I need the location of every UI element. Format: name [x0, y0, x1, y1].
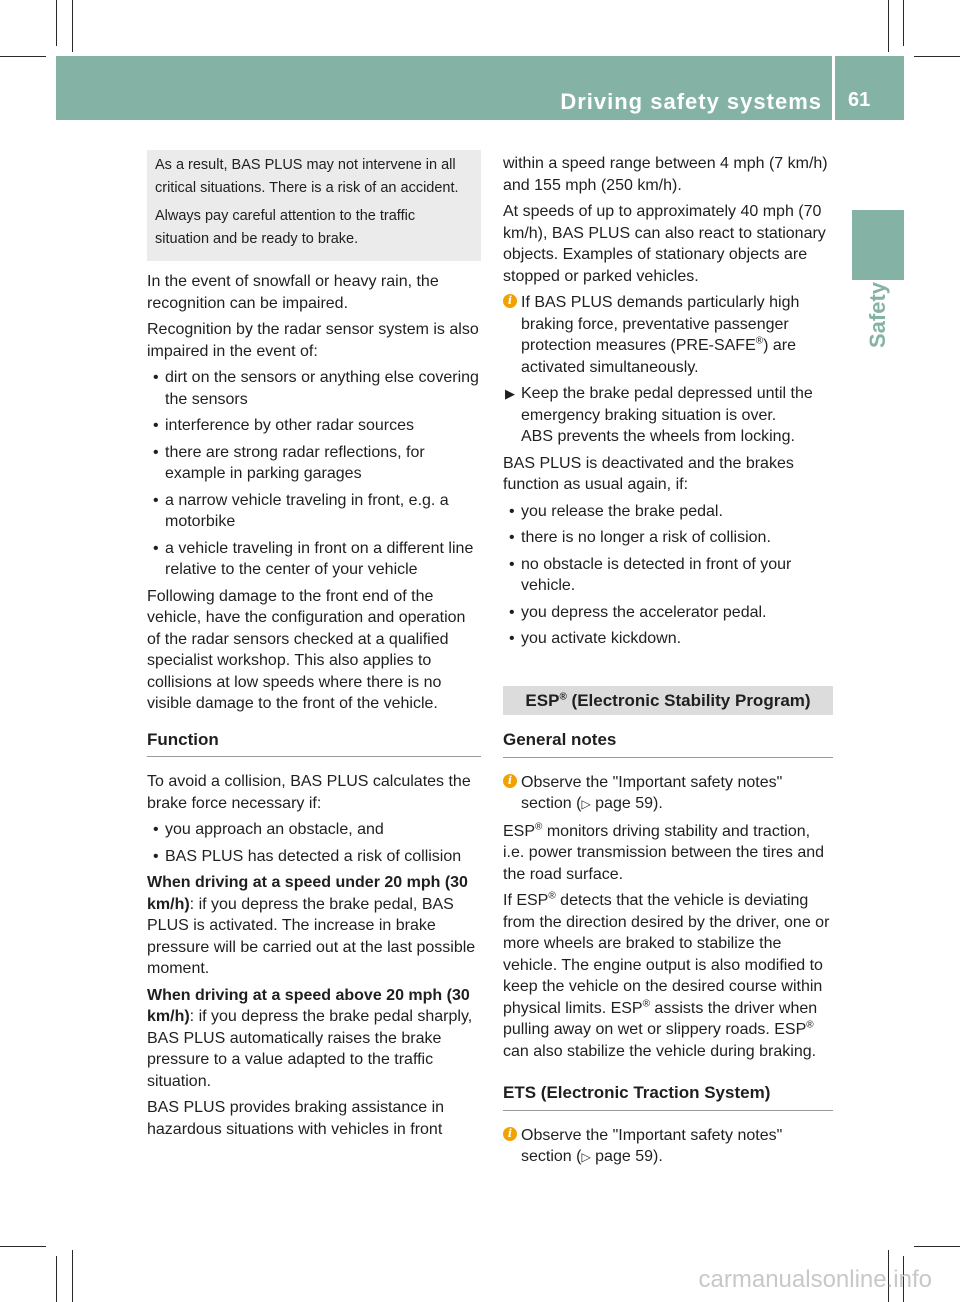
list-item: • there are strong radar reflections, for example in parking garages — [147, 442, 481, 485]
paragraph: Recognition by the radar sensor system is also impaired in the event of: — [147, 321, 479, 360]
list-item: • a narrow vehicle traveling in front, e.g. a motorbike — [147, 490, 481, 533]
action-arrow-icon: ▶ — [505, 386, 515, 401]
action-text: Keep the brake pedal depressed until the emergency braking situation is over. — [521, 385, 813, 424]
text: ESP — [503, 822, 536, 840]
paragraph: Following damage to the front end of the vehicle, have the configuration and operation of the radar sensors checked at a qualified specialist workshop. This also applies to collisions at low speeds where there is no visible damage to the front of the vehicle. — [147, 587, 466, 712]
list-item: • you release the brake pedal. — [503, 501, 833, 523]
page-ref-arrow-icon: ▷ — [581, 797, 591, 811]
paragraph: BAS PLUS is deactivated and the brakes function as usual again, if: — [503, 454, 794, 493]
crop-mark — [56, 0, 57, 46]
page-ref-arrow-icon: ▷ — [581, 1150, 591, 1164]
note-text: If BAS PLUS demands particularly high braking force, preventative passenger protection measures (PRE-SAFE — [521, 294, 800, 354]
list-item: • a vehicle traveling in front on a different line relative to the center of your vehicle — [147, 538, 481, 581]
crop-mark — [72, 0, 73, 52]
paragraph: BAS PLUS provides braking assistance in hazardous situations with vehicles in front — [147, 1099, 445, 1138]
left-column — [147, 150, 481, 1145]
note-text: page 59). — [590, 795, 663, 812]
note-text: Observe the "Important safety notes" section ( — [521, 1126, 783, 1165]
text: If ESP — [503, 892, 549, 909]
text: detects that the vehicle is deviating from the direction desired by the driver, one or more wheels are braked to stabilize the vehicle. The engine output is also modified to keep the vehicle on the desired course within physical limits. ESP — [503, 892, 830, 1017]
crop-mark — [0, 56, 46, 57]
crop-mark — [914, 1246, 960, 1247]
list-item: • you depress the accelerator pedal. — [503, 602, 833, 624]
registered-mark: ® — [548, 890, 556, 902]
paragraph — [503, 890, 833, 1062]
info-icon: i — [503, 294, 517, 308]
crop-mark — [903, 0, 904, 46]
side-tab-marker — [852, 210, 904, 280]
text: can also stabilize the vehicle during braking. — [503, 1042, 817, 1060]
paragraph: In the event of snowfall or heavy rain, the recognition can be impaired. — [147, 273, 439, 312]
page-number: 61 — [848, 89, 871, 111]
info-icon: i — [503, 774, 517, 788]
side-tab-label — [852, 280, 904, 350]
paragraph — [147, 872, 481, 980]
info-note — [503, 772, 833, 816]
general-notes-heading: General notes — [503, 729, 833, 758]
text: assists the driver when pulling away on wet or slippery roads. ESP — [503, 999, 818, 1038]
registered-mark: ® — [642, 998, 650, 1010]
header-title: Driving safety systems — [560, 89, 822, 114]
crop-mark — [914, 56, 960, 57]
info-note — [503, 292, 833, 378]
info-note — [503, 1125, 833, 1169]
list-item: • no obstacle is detected in front of your vehicle. — [503, 554, 833, 597]
action-result: ABS prevents the wheels from locking. — [521, 428, 795, 445]
warning-box — [147, 150, 481, 261]
paragraph-text: : if you depress the brake pedal, BAS PLUS is activated. The increase in brake pressure will be carried out at the last possible moment. — [147, 895, 476, 977]
paragraph — [503, 821, 833, 886]
info-icon: i — [503, 1127, 517, 1141]
paragraph-text: : if you depress the brake pedal sharply, BAS PLUS automatically raises the brake pressure to a value adapted to the traffic situation. — [147, 1008, 473, 1090]
registered-mark: ® — [806, 1019, 814, 1031]
heading-text: ESP — [525, 690, 560, 710]
list-item: • you approach an obstacle, and — [147, 819, 481, 841]
heading-text: (Electronic Stability Program) — [566, 690, 811, 710]
list-item: • interference by other radar sources — [147, 415, 481, 437]
header-separator — [832, 56, 835, 120]
paragraph: To avoid a collision, BAS PLUS calculates the brake force necessary if: — [147, 773, 471, 812]
crop-mark — [888, 0, 889, 52]
text: monitors driving stability and traction, i.e. power transmission between the tires and the road surface. — [503, 822, 825, 883]
warning-text: As a result, BAS PLUS may not intervene in all critical situations. There is a risk of an accident. — [155, 157, 459, 196]
crop-mark — [0, 1246, 46, 1247]
right-column — [503, 153, 833, 1174]
list-item: • BAS PLUS has detected a risk of collision — [147, 846, 481, 868]
bold-lead: When driving at a speed above 20 mph (30 km/h) — [147, 986, 470, 1025]
registered-mark: ® — [559, 690, 567, 702]
list-item: • dirt on the sensors or anything else covering the sensors — [147, 367, 481, 410]
registered-mark: ® — [755, 335, 764, 347]
watermark: carmanualsonline.info — [698, 1266, 932, 1293]
esp-section-heading — [503, 686, 833, 716]
paragraph: within a speed range between 4 mph (7 km/h) and 155 mph (250 km/h). — [503, 155, 828, 194]
paragraph — [147, 985, 481, 1093]
function-heading: Function — [147, 729, 481, 758]
list-item: • there is no longer a risk of collision. — [503, 527, 833, 549]
paragraph: At speeds of up to approximately 40 mph (70 km/h), BAS PLUS can also react to stationary objects. Examples of stationary objects are stopped or parked vehicles. — [503, 203, 826, 285]
note-text: ) are activated simultaneously. — [521, 337, 797, 376]
registered-mark: ® — [535, 821, 543, 833]
list-item: • you activate kickdown. — [503, 628, 833, 650]
crop-mark — [56, 1256, 57, 1302]
bold-lead: When driving at a speed under 20 mph (30 km/h) — [147, 874, 468, 913]
note-text: Observe the "Important safety notes" section ( — [521, 773, 783, 812]
note-text: page 59). — [590, 1148, 663, 1165]
warning-text: Always pay careful attention to the traffic situation and be ready to brake. — [155, 208, 416, 247]
action-step — [503, 383, 833, 448]
crop-mark — [72, 1250, 73, 1302]
ets-heading: ETS (Electronic Traction System) — [503, 1082, 833, 1111]
side-tab-text: Safety — [865, 281, 891, 349]
